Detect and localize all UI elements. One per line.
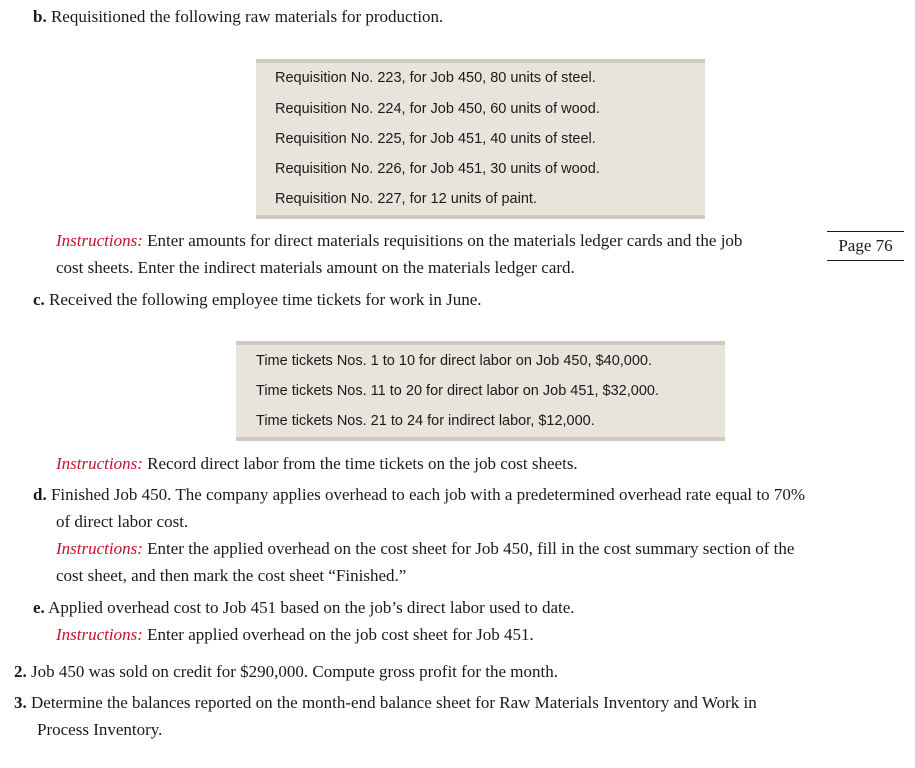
time-ticket-item: Time tickets Nos. 1 to 10 for direct labor on Job 450, $40,000.	[256, 353, 653, 369]
instructions-text: Enter amounts for direct materials requisitions on the materials ledger cards and the job	[147, 231, 743, 250]
time-ticket-item: Time tickets Nos. 21 to 24 for indirect labor, $12,000.	[256, 413, 595, 429]
item-d-heading	[33, 485, 805, 505]
item-b-instructions-line2: cost sheets. Enter the indirect materials amount on the materials ledger card.	[56, 258, 575, 277]
requisition-item: Requisition No. 224, for Job 450, 60 units of wood.	[275, 101, 600, 117]
instructions-label: Instructions:	[56, 231, 143, 250]
item-e-text: Applied overhead cost to Job 451 based on the job’s direct labor used to date.	[48, 598, 575, 617]
item-d-text: Finished Job 450. The company applies overhead to each job with a predetermined overhead rate equal to 70%	[50, 485, 806, 504]
item-e-label: e.	[33, 598, 45, 617]
item-d-label: d.	[33, 485, 47, 504]
item-d-instructions-line1	[56, 539, 794, 559]
instructions-label: Instructions:	[56, 625, 143, 644]
instructions-text: Record direct labor from the time tickets on the job cost sheets.	[147, 454, 578, 473]
instructions-text: Enter applied overhead on the job cost sheet for Job 451.	[147, 625, 534, 644]
item-b-text: Requisitioned the following raw materials for production.	[50, 7, 444, 26]
page-number-marker: Page 76	[827, 231, 904, 261]
time-ticket-item: Time tickets Nos. 11 to 20 for direct labor on Job 451, $32,000.	[256, 383, 659, 399]
item-c-label: c.	[33, 290, 45, 309]
time-tickets-box	[236, 341, 725, 441]
item-c-heading	[33, 290, 481, 310]
item-3-line2: Process Inventory.	[37, 720, 163, 739]
item-2	[14, 662, 558, 682]
instructions-label: Instructions:	[56, 539, 143, 558]
item-b-heading	[33, 7, 443, 27]
item-2-text: Job 450 was sold on credit for $290,000. Compute gross profit for the month.	[31, 662, 558, 681]
item-b-label: b.	[33, 7, 47, 26]
requisition-item: Requisition No. 223, for Job 450, 80 units of steel.	[275, 70, 596, 86]
item-e-heading	[33, 598, 575, 618]
requisition-item: Requisition No. 225, for Job 451, 40 units of steel.	[275, 131, 596, 147]
item-3	[14, 693, 757, 713]
item-b-instructions-line1	[56, 231, 742, 251]
item-c-text: Received the following employee time tickets for work in June.	[49, 290, 482, 309]
requisition-item: Requisition No. 227, for 12 units of paint.	[275, 191, 537, 207]
item-2-label: 2.	[14, 662, 27, 681]
instructions-label: Instructions:	[56, 454, 143, 473]
item-d-instructions-line2: cost sheet, and then mark the cost sheet “Finished.”	[56, 566, 407, 585]
item-e-instructions	[56, 625, 534, 645]
instructions-text: Enter the applied overhead on the cost sheet for Job 450, fill in the cost summary section of the	[147, 539, 795, 558]
requisition-item: Requisition No. 226, for Job 451, 30 units of wood.	[275, 161, 600, 177]
item-c-instructions	[56, 454, 578, 474]
item-3-text: Determine the balances reported on the month-end balance sheet for Raw Materials Inventory and Work in	[31, 693, 757, 712]
requisitions-box	[256, 59, 705, 219]
item-d-line2: of direct labor cost.	[56, 512, 189, 531]
item-3-label: 3.	[14, 693, 27, 712]
